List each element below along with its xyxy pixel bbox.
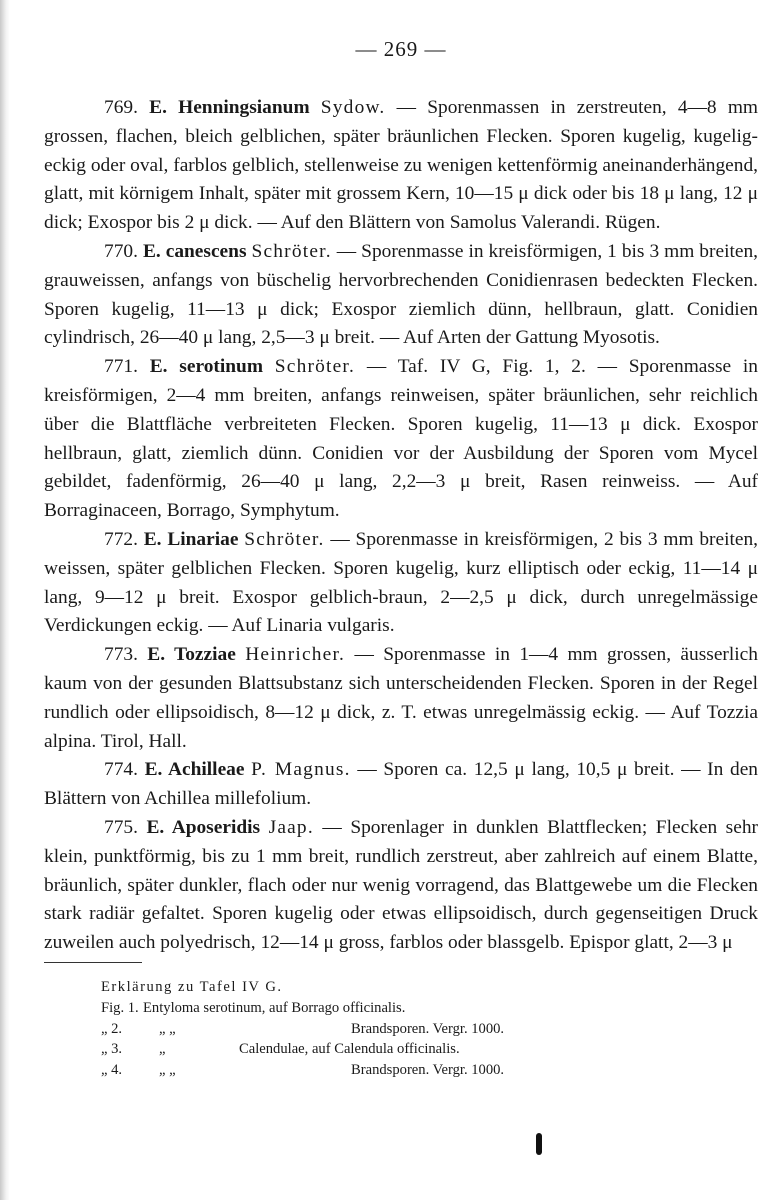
species-author: Schröter. (244, 528, 325, 550)
entry-number: 771. (104, 356, 138, 378)
species-entry-772 (44, 526, 758, 641)
species-entry-773 (44, 641, 758, 756)
species-name: E. Tozziae (147, 644, 236, 666)
figure-number: „ 3. (101, 1041, 123, 1058)
entry-description: — Sporenmassen in zerstreuten, 4—8 mm grossen, flachen, bleich gelblichen, später bräunlichen Flecken. Sporen kugelig, kugelig-eckig oder oval, farblos gelblich, stellenweise zu wenigen kettenförmig aneinanderhängend, glatt, mit körnigem Inhalt, später mit grossem Kern, 10—15 μ dick oder bis 18 μ lang, 12 μ dick; Exospor bis 2 μ dick. — Auf den Blättern von Samolus Valerandi. Rügen. (44, 97, 758, 234)
entry-description: — Sporen ca. 12,5 μ lang, 10,5 μ breit. — In den Blättern von Achillea millefolium. (44, 759, 758, 810)
species-author: Jaap. (268, 816, 314, 838)
species-author: Schröter. (274, 356, 356, 378)
species-entry-774 (44, 756, 758, 814)
entry-number: 773. (104, 644, 138, 666)
plate-legend-line (101, 1019, 758, 1040)
figure-description: Entyloma serotinum, auf Borrago officinalis. (143, 999, 406, 1016)
figure-number: „ 2. (101, 1020, 123, 1037)
figure-description: Calendulae, auf Calendula officinalis. (239, 1041, 460, 1058)
entry-description: — Sporenmasse in kreisförmigen, 2 bis 3 mm breiten, weissen, später gelblichen Flecken. Sporen kugelig, kurz elliptisch oder eckig, 11—14 μ lang, 9—12 μ breit. Exospor gelblich-braun, 2—2,5 μ dick, durch unregelmässige Verdickungen eckig. — Auf Linaria vulgaris. (44, 528, 759, 637)
ditto-marks: „ „ (159, 1020, 176, 1037)
species-entry-769 (44, 94, 758, 238)
species-name: E. Henningsianum (149, 97, 310, 118)
plate-legend-line (101, 998, 758, 1019)
figure-description: Brandsporen. Vergr. 1000. (351, 1062, 505, 1079)
species-name: E. Achilleae (144, 759, 245, 781)
entry-description: — Sporenmasse in 1—4 mm grossen, äusserlich kaum von der gesunden Blattsubstanz sich unterscheidenden Flecken. Sporen in der Regel rundlich oder ellipsoidisch, 8—12 μ dick, z. T. etwas unregelmässig eckig. — Auf Tozzia alpina. Tirol, Hall. (44, 644, 758, 752)
species-author: Schröter. (251, 240, 332, 262)
species-name: E. Aposeridis (146, 816, 261, 838)
entry-number: 769. (104, 97, 138, 118)
species-name: E. Linariae (143, 528, 239, 550)
species-entries (44, 94, 758, 958)
plate-legend-line (101, 1060, 758, 1081)
species-entry-775 (44, 814, 758, 958)
footnote-divider (44, 962, 142, 963)
species-author: Sydow. (320, 97, 386, 118)
species-entry-771 (44, 353, 758, 526)
plate-legend-line (101, 1039, 758, 1060)
book-page (44, 34, 758, 1081)
ditto-marks: „ (159, 1041, 166, 1058)
figure-number: Fig. 1. (101, 999, 139, 1016)
plate-legend (44, 977, 758, 1081)
ditto-marks: „ „ (159, 1062, 176, 1079)
entry-description: — Taf. IV G, Fig. 1, 2. — Sporenmasse in kreisförmigen, 2—4 mm breiten, anfangs reinweisen, später bräunlichen, sehr reichlich über die Blattfläche verbreiteten Flecken. Sporen kugelig, 11—13 μ dick. Exospor hellbraun, glatt, ziemlich dünn. Conidien vor der Ausbildung der Sporen vom Mycel gebildet, fadenförmig, 26—40 μ lang, 2,2—3 μ breit, Rasen reinweiss. — Auf Borraginaceen, Borrago, Symphytum. (44, 356, 758, 522)
entry-number: 774. (104, 759, 138, 781)
entry-description: — Sporenlager in dunklen Blattflecken; Flecken sehr klein, punktförmig, bis zu 1 mm breit, rundlich zerstreut, aber zahlreich auf einem Blatte, bräunlich, später dunkler, flach oder nur wenig vorragend, das Blattgewebe um die Flecken stark radiär gefaltet. Sporen kugelig oder etwas ellipsoidisch, durch gegenseitigen Druck zuweilen auch polyedrisch, 12—14 μ gross, farblos oder blassgelb. Epispor glatt, 2—3 μ (44, 816, 758, 954)
species-author: Heinricher. (245, 644, 346, 666)
entry-description: — Sporenmasse in kreisförmigen, 1 bis 3 mm breiten, grauweissen, anfangs von büschelig hervorbrechenden Conidienrasen bedeckten Flecken. Sporen kugelig, 11—13 μ dick; Exospor ziemlich dünn, hellbraun, glatt. Conidien cylindrisch, 26—40 μ lang, 2,5—3 μ breit. — Auf Arten der Gattung Myosotis. (44, 240, 758, 349)
scan-edge-shadow (0, 0, 10, 1200)
species-name: E. serotinum (149, 356, 263, 378)
ink-speck (536, 1133, 542, 1155)
plate-legend-title: Erklärung zu Tafel IV G. (101, 978, 283, 995)
entry-number: 772. (104, 528, 138, 550)
species-author: P. Magnus. (251, 759, 351, 781)
species-name: E. canescens (142, 240, 247, 262)
entry-number: 770. (104, 240, 138, 262)
species-entry-770 (44, 238, 758, 353)
figure-number: „ 4. (101, 1062, 123, 1079)
page-number: — 269 — (355, 37, 447, 61)
figure-description: Brandsporen. Vergr. 1000. (351, 1020, 505, 1037)
entry-number: 775. (104, 816, 138, 838)
